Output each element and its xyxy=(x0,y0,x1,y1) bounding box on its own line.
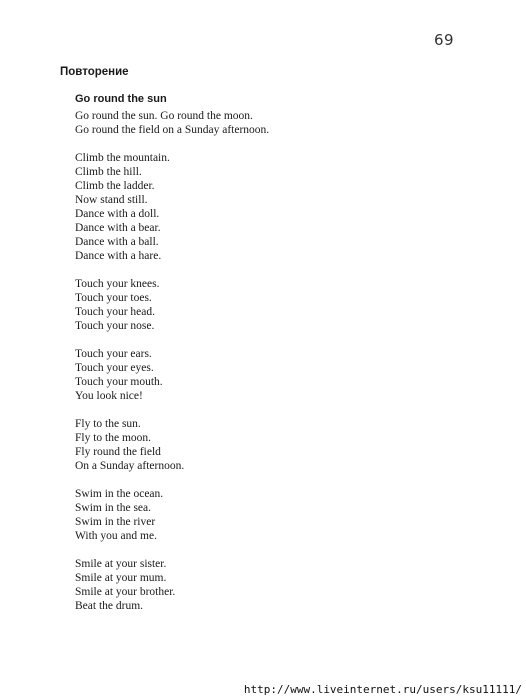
poem-line: Smile at your sister. xyxy=(75,558,167,570)
stanza-5 xyxy=(75,417,495,473)
poem-line: Touch your mouth. xyxy=(75,376,163,388)
poem-line: Touch your knees. xyxy=(75,278,160,290)
poem-line: Fly to the moon. xyxy=(75,432,152,444)
poem-line: You look nice! xyxy=(75,390,143,402)
poem xyxy=(75,92,495,627)
section-heading: Повторение xyxy=(60,66,129,78)
page-number: 69 xyxy=(434,31,455,49)
poem-line: Touch your ears. xyxy=(75,348,152,360)
poem-line: Touch your toes. xyxy=(75,292,152,304)
poem-line: Climb the mountain. xyxy=(75,152,170,164)
stanza-3 xyxy=(75,277,495,333)
poem-line: Smile at your mum. xyxy=(75,572,167,584)
source-url-watermark: http://www.liveinternet.ru/users/ksu11111/ xyxy=(243,683,522,696)
poem-line: Dance with a hare. xyxy=(75,250,162,262)
stanza-1 xyxy=(75,109,495,137)
poem-line: Now stand still. xyxy=(75,194,148,206)
poem-line: Touch your head. xyxy=(75,306,155,318)
stanza-6 xyxy=(75,487,495,543)
poem-line: On a Sunday afternoon. xyxy=(75,460,185,472)
poem-line: Dance with a bear. xyxy=(75,222,161,234)
poem-title: Go round the sun xyxy=(75,93,167,105)
poem-line: Touch your eyes. xyxy=(75,362,154,374)
poem-line: Dance with a doll. xyxy=(75,208,160,220)
poem-line: Swim in the sea. xyxy=(75,502,152,514)
poem-line: Beat the drum. xyxy=(75,600,144,612)
poem-line: Climb the hill. xyxy=(75,166,142,178)
stanza-7 xyxy=(75,557,495,613)
poem-line: Dance with a ball. xyxy=(75,236,159,248)
poem-line: Swim in the ocean. xyxy=(75,488,164,500)
poem-line: Go round the sun. Go round the moon. xyxy=(75,110,253,122)
poem-line: Touch your nose. xyxy=(75,320,155,332)
poem-line: Smile at your brother. xyxy=(75,586,176,598)
poem-line: Fly to the sun. xyxy=(75,418,141,430)
poem-line: Fly round the field xyxy=(75,446,161,458)
poem-line: Go round the field on a Sunday afternoon. xyxy=(75,124,270,136)
stanza-2 xyxy=(75,151,495,263)
stanza-4 xyxy=(75,347,495,403)
poem-line: Climb the ladder. xyxy=(75,180,155,192)
poem-line: Swim in the river xyxy=(75,516,156,528)
poem-line: With you and me. xyxy=(75,530,157,542)
